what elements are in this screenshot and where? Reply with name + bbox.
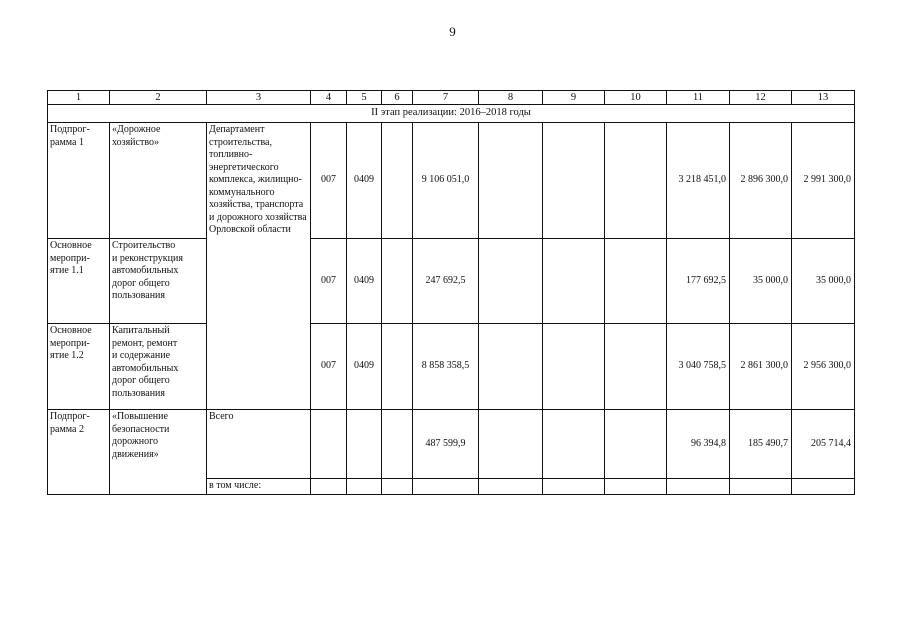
total-cell: 8 858 358,5 <box>413 324 479 410</box>
table-row <box>48 123 855 239</box>
col9-cell <box>543 123 605 239</box>
col-header: 6 <box>382 91 413 105</box>
year-2016-cell: 3 040 758,5 <box>667 324 730 410</box>
empty-cell <box>479 479 543 495</box>
csr-cell <box>382 324 413 410</box>
year-2017-cell: 185 490,7 <box>730 410 792 479</box>
empty-cell <box>730 479 792 495</box>
empty-cell <box>543 479 605 495</box>
rzpr-cell <box>347 410 382 479</box>
col-header: 11 <box>667 91 730 105</box>
col-header: 9 <box>543 91 605 105</box>
table-row <box>48 410 855 479</box>
status-cell: Подпрог- рамма 2 <box>48 410 110 495</box>
rzpr-cell: 0409 <box>347 324 382 410</box>
col8-cell <box>479 324 543 410</box>
empty-cell <box>605 479 667 495</box>
col8-cell <box>479 123 543 239</box>
year-2016-cell: 96 394,8 <box>667 410 730 479</box>
grbs-cell <box>311 410 347 479</box>
total-cell: 247 692,5 <box>413 239 479 324</box>
col-header: 4 <box>311 91 347 105</box>
col-header: 2 <box>110 91 207 105</box>
col8-cell <box>479 410 543 479</box>
col9-cell <box>543 239 605 324</box>
col-header: 3 <box>207 91 311 105</box>
empty-cell <box>382 479 413 495</box>
empty-cell <box>667 479 730 495</box>
status-cell: Основное меропри- ятие 1.2 <box>48 324 110 410</box>
col8-cell <box>479 239 543 324</box>
executor-cell: Департамент строительства, топливно-энергетического комплекса, жилищно-коммунального хозяйства, транспорта и дорожного хозяйства Орловской области <box>207 123 311 410</box>
stage-row <box>48 105 855 123</box>
col-header: 7 <box>413 91 479 105</box>
empty-cell <box>413 479 479 495</box>
col-header: 8 <box>479 91 543 105</box>
program-name-cell: «Повышение безопасности дорожного движения» <box>110 410 207 495</box>
csr-cell <box>382 239 413 324</box>
year-2018-cell: 205 714,4 <box>792 410 855 479</box>
rzpr-cell: 0409 <box>347 123 382 239</box>
program-name-cell: Капитальный ремонт, ремонт и содержание автомобильных дорог общего пользования <box>110 324 207 410</box>
executor-cell: Всего <box>207 410 311 479</box>
col-header: 13 <box>792 91 855 105</box>
col10-cell <box>605 123 667 239</box>
executor-cell: в том числе: <box>207 479 311 495</box>
csr-cell <box>382 123 413 239</box>
year-2018-cell: 35 000,0 <box>792 239 855 324</box>
year-2018-cell: 2 956 300,0 <box>792 324 855 410</box>
col9-cell <box>543 410 605 479</box>
stage-title: II этап реализации: 2016–2018 годы <box>48 105 855 123</box>
program-name-cell: «Дорожное хозяйство» <box>110 123 207 239</box>
total-cell: 487 599,9 <box>413 410 479 479</box>
table-row <box>48 324 855 410</box>
grbs-cell: 007 <box>311 239 347 324</box>
col10-cell <box>605 324 667 410</box>
year-2016-cell: 3 218 451,0 <box>667 123 730 239</box>
col-header: 5 <box>347 91 382 105</box>
budget-table <box>47 90 855 495</box>
year-2018-cell: 2 991 300,0 <box>792 123 855 239</box>
empty-cell <box>792 479 855 495</box>
col-header: 12 <box>730 91 792 105</box>
empty-cell <box>347 479 382 495</box>
page-number: 9 <box>449 24 456 39</box>
status-cell: Основное меропри- ятие 1.1 <box>48 239 110 324</box>
col10-cell <box>605 410 667 479</box>
rzpr-cell: 0409 <box>347 239 382 324</box>
year-2017-cell: 2 896 300,0 <box>730 123 792 239</box>
table-row <box>48 239 855 324</box>
program-name-cell: Строительство и реконструкция автомобильных дорог общего пользования <box>110 239 207 324</box>
col9-cell <box>543 324 605 410</box>
col-header: 1 <box>48 91 110 105</box>
csr-cell <box>382 410 413 479</box>
year-2017-cell: 35 000,0 <box>730 239 792 324</box>
year-2017-cell: 2 861 300,0 <box>730 324 792 410</box>
grbs-cell: 007 <box>311 123 347 239</box>
header-row <box>48 91 855 105</box>
total-cell: 9 106 051,0 <box>413 123 479 239</box>
year-2016-cell: 177 692,5 <box>667 239 730 324</box>
empty-cell <box>311 479 347 495</box>
grbs-cell: 007 <box>311 324 347 410</box>
col-header: 10 <box>605 91 667 105</box>
col10-cell <box>605 239 667 324</box>
status-cell: Подпрог- рамма 1 <box>48 123 110 239</box>
